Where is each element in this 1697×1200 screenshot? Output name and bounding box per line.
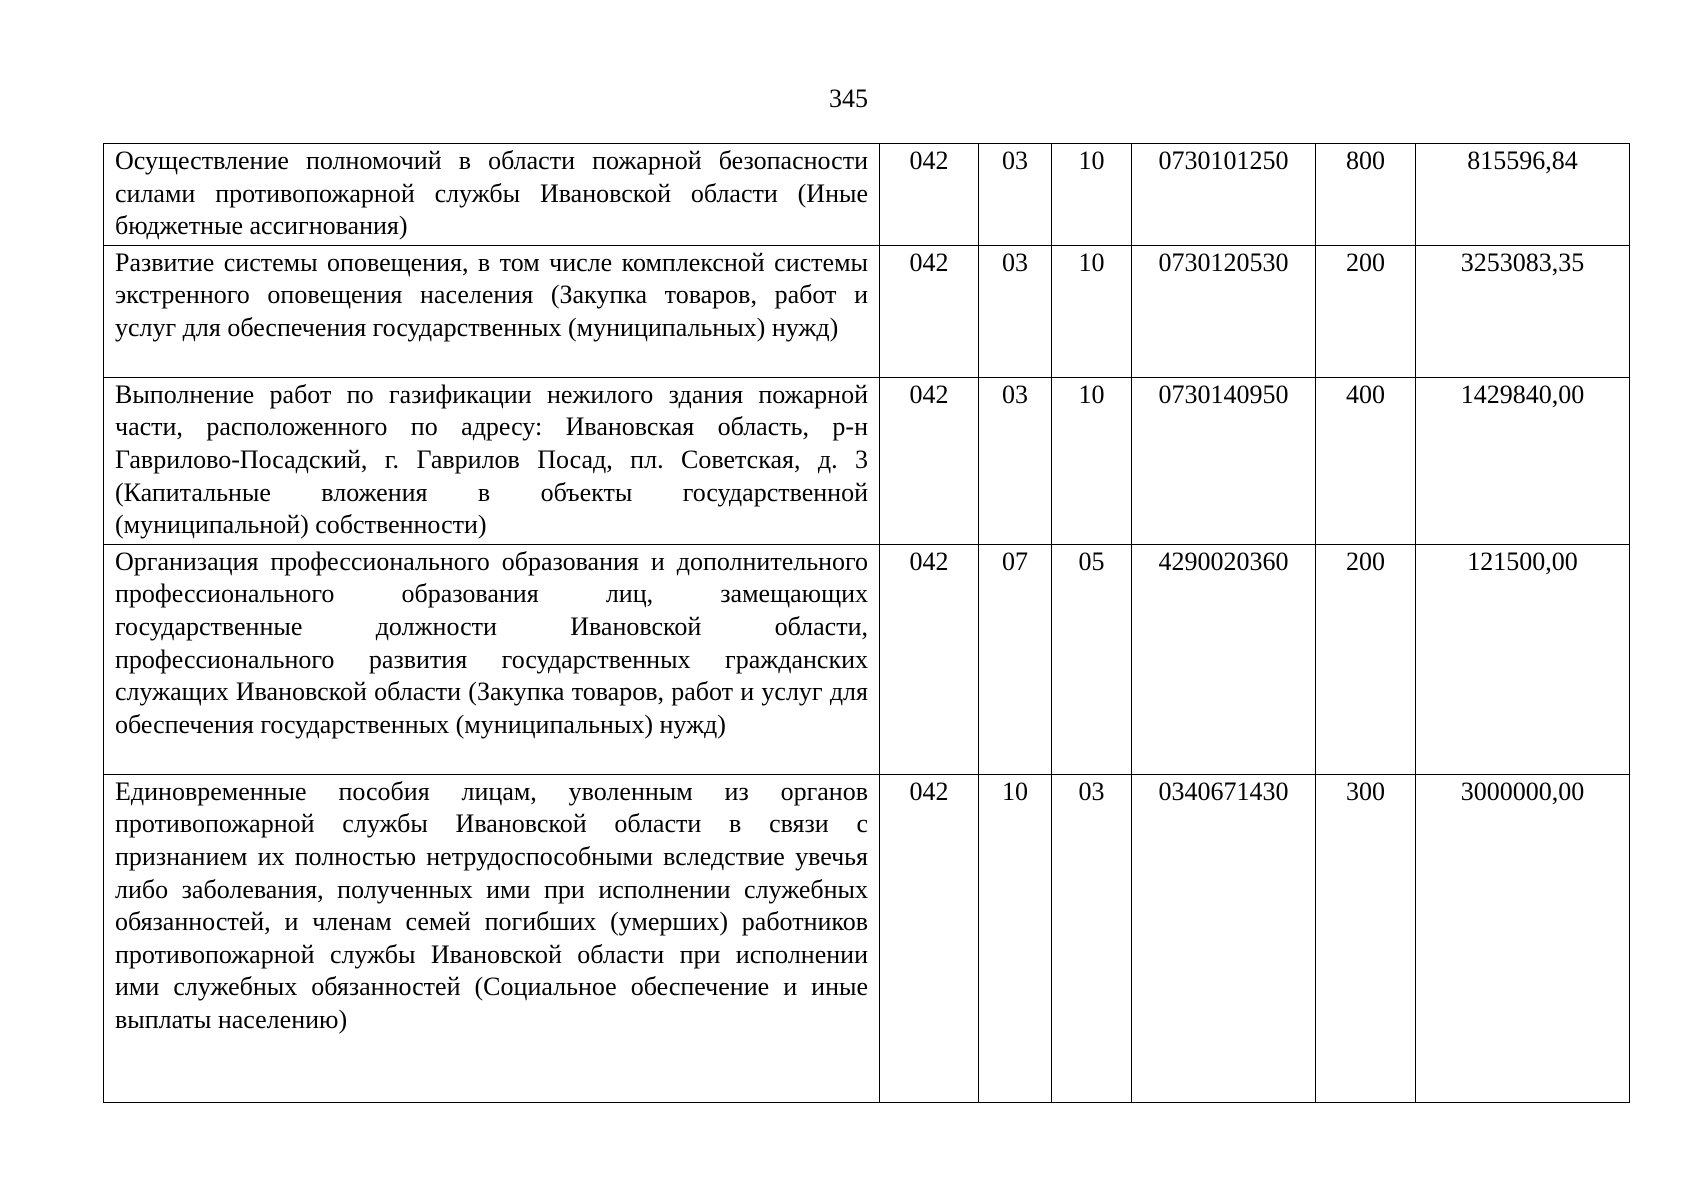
expense-type-code: 800 xyxy=(1316,144,1416,246)
expense-type-code: 400 xyxy=(1316,377,1416,544)
ministry-code: 042 xyxy=(880,245,979,377)
amount: 3253083,35 xyxy=(1416,245,1630,377)
section-code: 07 xyxy=(979,544,1052,774)
expense-type-code: 200 xyxy=(1316,245,1416,377)
amount: 3000000,00 xyxy=(1416,774,1630,1102)
section-code: 03 xyxy=(979,245,1052,377)
table-row xyxy=(104,377,1630,544)
ministry-code: 042 xyxy=(880,774,979,1102)
expense-description: Организация профессионального образования и дополнительного профессионального образования лиц, замещающих государственные должности Ивановской области, профессионального развития государственных гражданских служащих Ивановской области (Закупка товаров, работ и услуг для обеспечения государственных (муниципальных) нужд) xyxy=(104,544,880,774)
amount: 121500,00 xyxy=(1416,544,1630,774)
expense-description: Выполнение работ по газификации нежилого здания пожарной части, расположенного по адресу: Ивановская область, р-н Гаврилово-Посадский, г. Гаврилов Посад, пл. Советская, д. 3 (Капитальные вложения в объекты государственной (муниципальной) собственности) xyxy=(104,377,880,544)
subsection-code: 05 xyxy=(1052,544,1132,774)
subsection-code: 10 xyxy=(1052,245,1132,377)
budget-table xyxy=(103,143,1630,1103)
expense-type-code: 200 xyxy=(1316,544,1416,774)
amount: 815596,84 xyxy=(1416,144,1630,246)
expense-type-code: 300 xyxy=(1316,774,1416,1102)
expense-description: Единовременные пособия лицам, уволенным из органов противопожарной службы Ивановской области в связи с признанием их полностью нетрудоспособными вследствие увечья либо заболевания, полученных ими при исполнении служебных обязанностей, и членам семей погибших (умерших) работников противопожарной службы Ивановской области при исполнении ими служебных обязанностей (Социальное обеспечение и иные выплаты населению) xyxy=(104,774,880,1102)
target-article-code: 0730101250 xyxy=(1132,144,1316,246)
expense-description: Развитие системы оповещения, в том числе комплексной системы экстренного оповещения населения (Закупка товаров, работ и услуг для обеспечения государственных (муниципальных) нужд) xyxy=(104,245,880,377)
target-article-code: 0730140950 xyxy=(1132,377,1316,544)
ministry-code: 042 xyxy=(880,544,979,774)
subsection-code: 10 xyxy=(1052,144,1132,246)
target-article-code: 4290020360 xyxy=(1132,544,1316,774)
page-number: 345 xyxy=(829,84,868,113)
target-article-code: 0730120530 xyxy=(1132,245,1316,377)
section-code: 03 xyxy=(979,377,1052,544)
amount: 1429840,00 xyxy=(1416,377,1630,544)
ministry-code: 042 xyxy=(880,144,979,246)
expense-description: Осуществление полномочий в области пожарной безопасности силами противопожарной службы Ивановской области (Иные бюджетные ассигнования) xyxy=(104,144,880,246)
section-code: 10 xyxy=(979,774,1052,1102)
table-row xyxy=(104,245,1630,377)
subsection-code: 10 xyxy=(1052,377,1132,544)
table-row xyxy=(104,774,1630,1102)
table-row xyxy=(104,144,1630,246)
subsection-code: 03 xyxy=(1052,774,1132,1102)
ministry-code: 042 xyxy=(880,377,979,544)
table-row xyxy=(104,544,1630,774)
section-code: 03 xyxy=(979,144,1052,246)
target-article-code: 0340671430 xyxy=(1132,774,1316,1102)
